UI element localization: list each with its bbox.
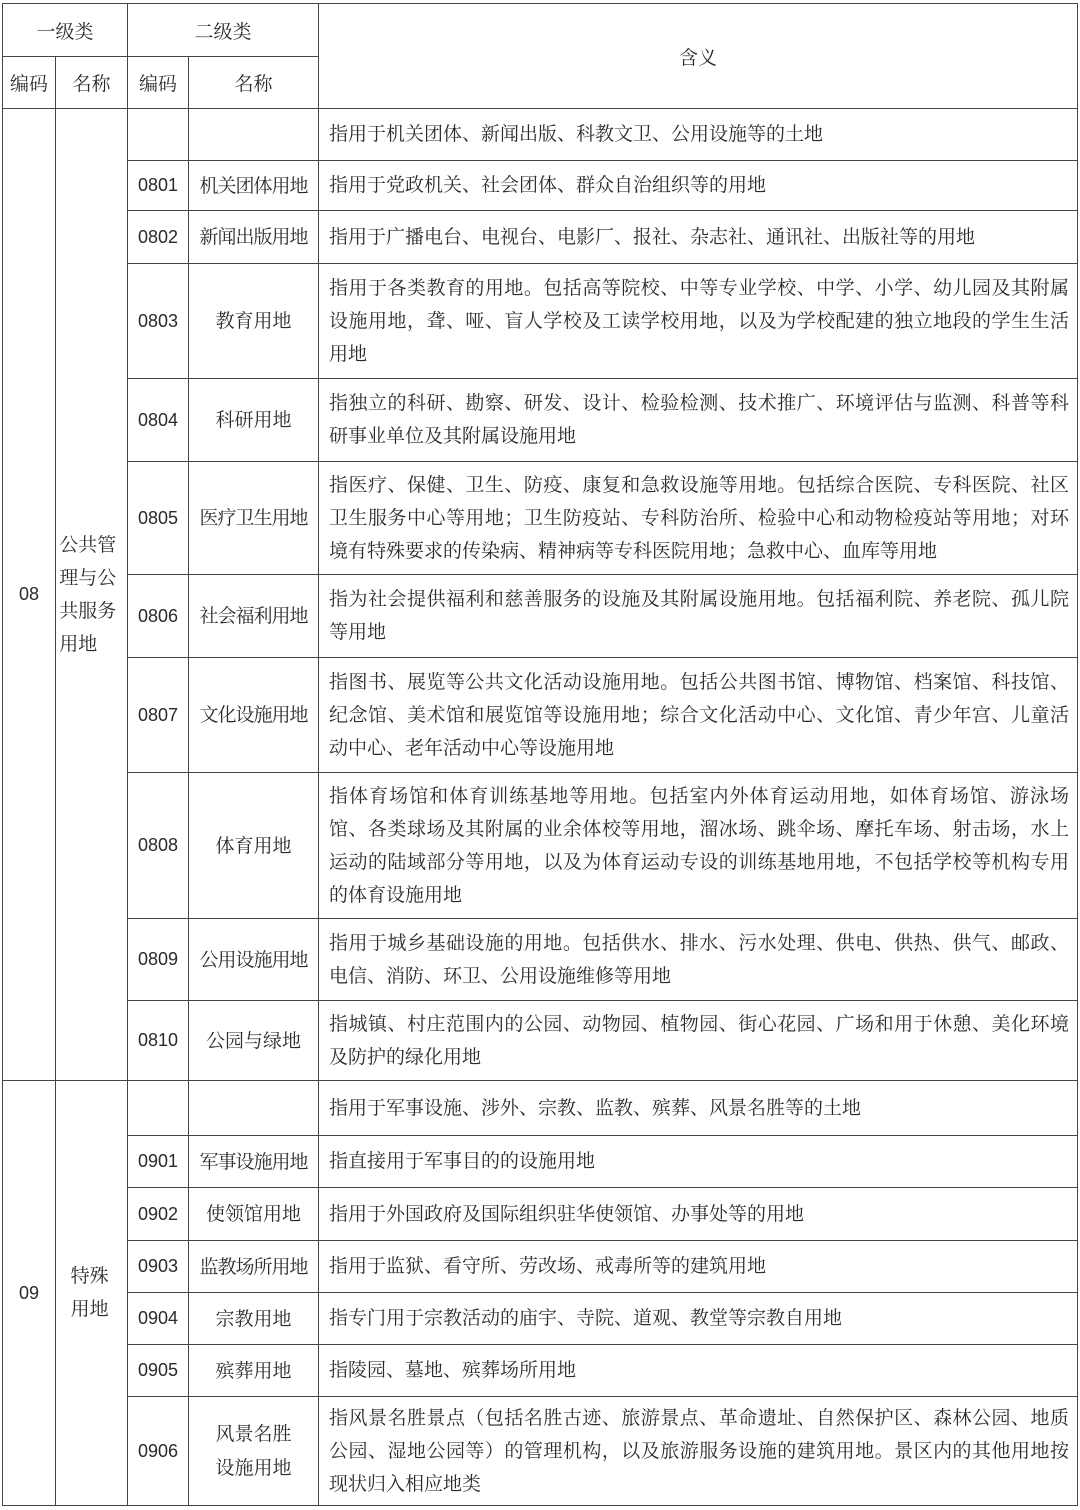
level2-description: 指用于各类教育的用地。包括高等院校、中等专业学校、中学、小学、幼儿园及其附属设施用地，聋、哑、盲人学校及工读学校用地，以及为学校配建的独立地段的学生生活用地 (319, 264, 1078, 379)
level2-description: 指城镇、村庄范围内的公园、动物园、植物园、街心花园、广场和用于休憩、美化环境及防护的绿化用地 (319, 1001, 1078, 1081)
level1-code: 08 (3, 109, 56, 1081)
table-row (3, 919, 1078, 1001)
level2-code: 0809 (128, 919, 189, 1001)
level2-code: 0906 (128, 1397, 189, 1506)
land-classification-table (2, 3, 1078, 1506)
table-row (3, 1241, 1078, 1293)
level2-name: 风景名胜设施用地 (215, 1423, 292, 1479)
header-level1-code: 编码 (3, 57, 56, 109)
level2-description: 指体育场馆和体育训练基地等用地。包括室内外体育运动用地，如体育场馆、游泳场馆、各类球场及其附属的业余体校等用地，溜冰场、跳伞场、摩托车场、射击场，水上运动的陆域部分等用地，以及为体育运动专设的训练基地用地，不包括学校等机构专用的体育设施用地 (319, 773, 1078, 919)
level2-code: 0807 (128, 658, 189, 773)
header-level1: 一级类 (3, 4, 128, 57)
level2-description: 指直接用于军事目的的设施用地 (319, 1136, 1078, 1188)
level2-code: 0903 (128, 1241, 189, 1293)
level2-name: 军事设施用地 (199, 1150, 308, 1173)
level2-description: 指用于监狱、看守所、劳改场、戒毒所等的建筑用地 (319, 1241, 1078, 1293)
header-level2-code: 编码 (128, 57, 189, 109)
table-row (3, 575, 1078, 658)
level2-code: 0904 (128, 1293, 189, 1345)
level1-name: 公共管理与公共服务用地 (59, 533, 117, 655)
level2-code: 0902 (128, 1188, 189, 1241)
level2-code: 0804 (128, 379, 189, 462)
level2-description: 指用于外国政府及国际组织驻华使领馆、办事处等的用地 (319, 1188, 1078, 1241)
table-row (3, 109, 1078, 161)
level2-name: 宗教用地 (215, 1307, 292, 1330)
table-row (3, 462, 1078, 575)
table-row (3, 658, 1078, 773)
level1-description: 指用于军事设施、涉外、宗教、监教、殡葬、风景名胜等的土地 (319, 1081, 1078, 1136)
level2-name: 监教场所用地 (199, 1255, 308, 1278)
header-level2: 二级类 (128, 4, 319, 57)
level2-name: 医疗卫生用地 (199, 507, 308, 529)
level2-description: 指陵园、墓地、殡葬场所用地 (319, 1345, 1078, 1397)
level2-description: 指为社会提供福利和慈善服务的设施及其附属设施用地。包括福利院、养老院、孤儿院等用地 (319, 575, 1078, 658)
table-row (3, 211, 1078, 264)
level2-code: 0901 (128, 1136, 189, 1188)
level2-code: 0805 (128, 462, 189, 575)
level2-name: 社会福利用地 (199, 605, 308, 627)
table-row (3, 379, 1078, 462)
level2-description: 指图书、展览等公共文化活动设施用地。包括公共图书馆、博物馆、档案馆、科技馆、纪念馆、美术馆和展览馆等设施用地；综合文化活动中心、文化馆、青少年宫、儿童活动中心、老年活动中心等设施用地 (319, 658, 1078, 773)
table-body (3, 109, 1078, 1506)
level2-description: 指用于党政机关、社会团体、群众自治组织等的用地 (319, 161, 1078, 211)
level2-description: 指医疗、保健、卫生、防疫、康复和急救设施等用地。包括综合医院、专科医院、社区卫生服务中心等用地；卫生防疫站、专科防治所、检验中心和动物检疫站等用地；对环境有特殊要求的传染病、精神病等专科医院用地；急救中心、血库等用地 (319, 462, 1078, 575)
level1-code: 09 (3, 1081, 56, 1506)
level2-code: 0808 (128, 773, 189, 919)
level2-name: 体育用地 (215, 834, 292, 857)
level2-description: 指独立的科研、勘察、研发、设计、检验检测、技术推广、环境评估与监测、科普等科研事业单位及其附属设施用地 (319, 379, 1078, 462)
header-meaning: 含义 (319, 4, 1078, 109)
level2-name: 文化设施用地 (199, 704, 308, 726)
table-row (3, 1136, 1078, 1188)
level2-name: 科研用地 (215, 409, 292, 431)
level2-code: 0905 (128, 1345, 189, 1397)
table-row (3, 1397, 1078, 1506)
header-level2-name: 名称 (189, 57, 319, 109)
table-row (3, 1345, 1078, 1397)
level2-description: 指用于城乡基础设施的用地。包括供水、排水、污水处理、供电、供热、供气、邮政、电信、消防、环卫、公用设施维修等用地 (319, 919, 1078, 1001)
table-row (3, 773, 1078, 919)
level2-name: 公用设施用地 (199, 948, 308, 971)
level2-name: 公园与绿地 (206, 1029, 302, 1052)
table-row (3, 1001, 1078, 1081)
level1-name: 特殊用地 (70, 1265, 109, 1320)
table-row (3, 1293, 1078, 1345)
level2-code: 0806 (128, 575, 189, 658)
table-row (3, 264, 1078, 379)
level2-name: 机关团体用地 (199, 174, 308, 197)
table-row (3, 1188, 1078, 1241)
level2-name: 教育用地 (215, 310, 292, 332)
level2-code: 0802 (128, 211, 189, 264)
level2-description: 指专门用于宗教活动的庙宇、寺院、道观、教堂等宗教自用地 (319, 1293, 1078, 1345)
level2-name: 殡葬用地 (215, 1359, 292, 1382)
level2-description: 指用于广播电台、电视台、电影厂、报社、杂志社、通讯社、出版社等的用地 (319, 211, 1078, 264)
header-level1-name: 名称 (56, 57, 128, 109)
level1-description: 指用于机关团体、新闻出版、科教文卫、公用设施等的土地 (319, 109, 1078, 161)
table-row (3, 1081, 1078, 1136)
level2-description: 指风景名胜景点（包括名胜古迹、旅游景点、革命遗址、自然保护区、森林公园、地质公园、湿地公园等）的管理机构，以及旅游服务设施的建筑用地。景区内的其他用地按现状归入相应地类 (319, 1397, 1078, 1506)
level2-name: 使领馆用地 (206, 1203, 302, 1225)
level2-code: 0801 (128, 161, 189, 211)
table-row (3, 161, 1078, 211)
level2-name: 新闻出版用地 (199, 226, 308, 248)
level2-code: 0803 (128, 264, 189, 379)
level2-code: 0810 (128, 1001, 189, 1081)
